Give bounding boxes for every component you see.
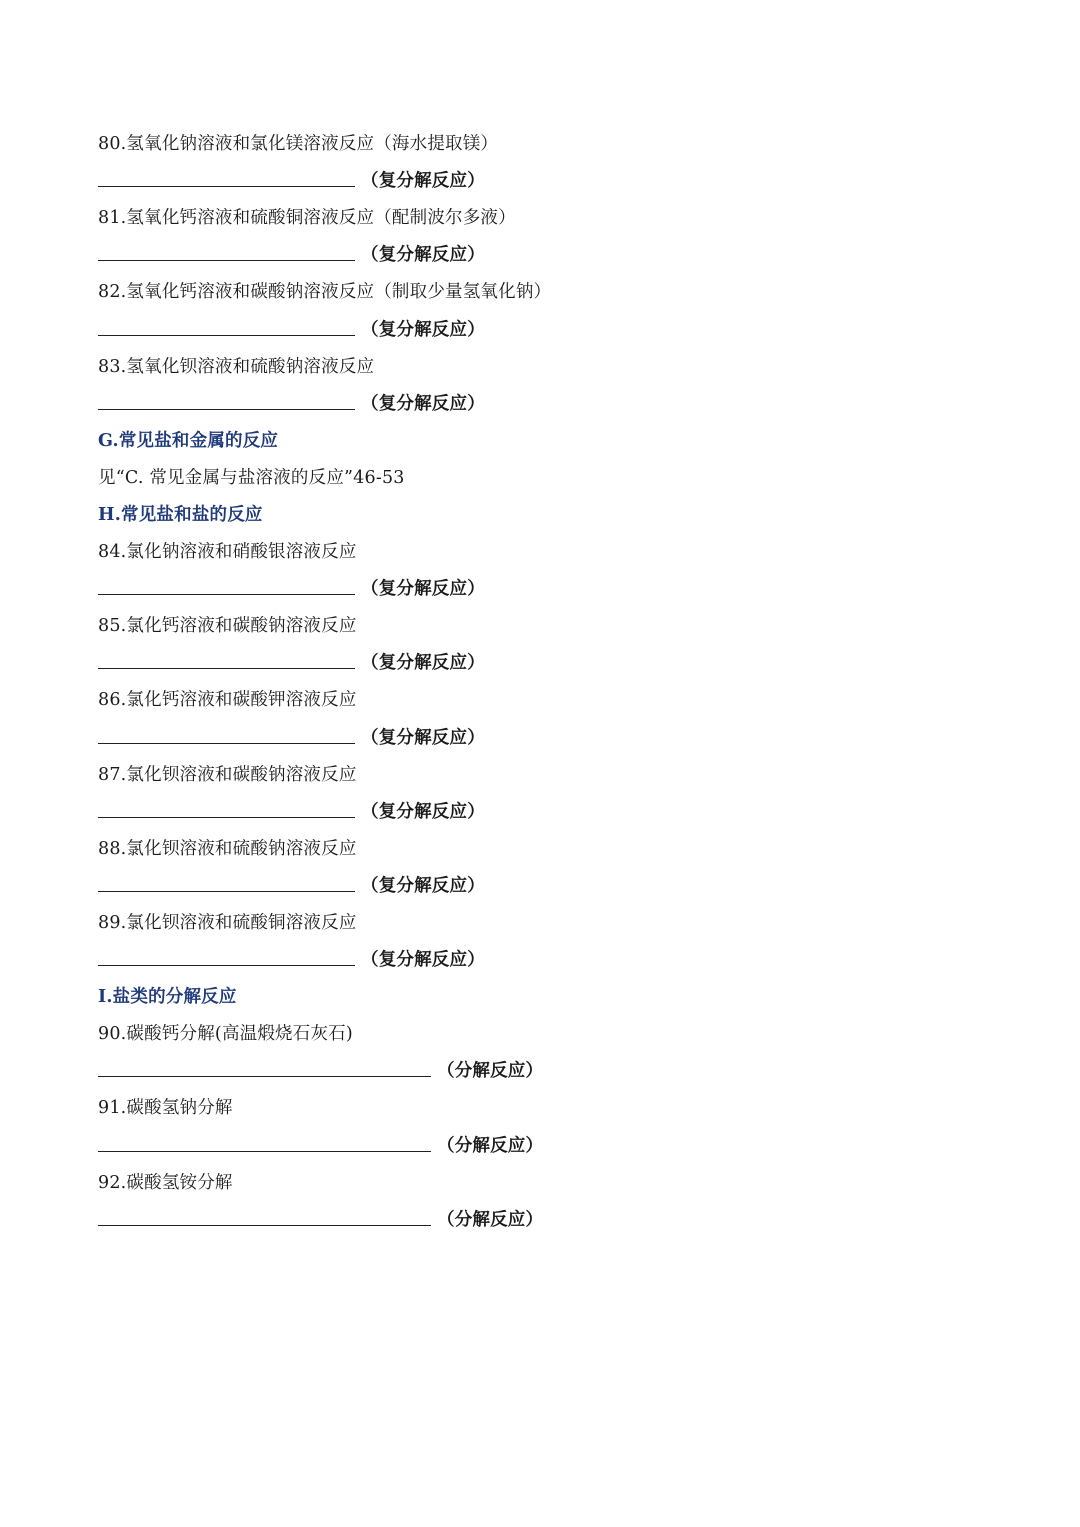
question-89: [98, 903, 998, 940]
reaction-type: （复分解反应）: [361, 319, 485, 340]
reaction-type: （复分解反应）: [361, 393, 485, 414]
answer-80: [98, 161, 998, 198]
answer-blank[interactable]: [98, 1207, 431, 1226]
question-86: [98, 680, 998, 717]
question-80: [98, 124, 998, 161]
answer-blank[interactable]: [98, 725, 355, 744]
reaction-type: （复分解反应）: [361, 579, 485, 600]
reaction-type: （复分解反应）: [361, 245, 485, 266]
question-91: [98, 1088, 998, 1125]
answer-blank[interactable]: [98, 242, 355, 261]
question-text: 85.氯化钙溶液和碳酸钠溶液反应: [98, 616, 357, 637]
section-heading-h: H.常见盐和盐的反应: [98, 504, 263, 525]
answer-87: [98, 792, 998, 829]
reaction-type: （分解反应）: [437, 1061, 544, 1082]
question-92: [98, 1163, 998, 1200]
question-text: 88.氯化钡溶液和硫酸钠溶液反应: [98, 838, 357, 859]
question-text: 80.氢氧化钠溶液和氯化镁溶液反应（海水提取镁）: [98, 134, 499, 155]
reaction-type: （分解反应）: [437, 1135, 544, 1156]
answer-88: [98, 866, 998, 903]
answer-blank[interactable]: [98, 168, 355, 187]
reaction-type: （分解反应）: [437, 1209, 544, 1230]
question-88: [98, 829, 998, 866]
section-heading-g: G.常见盐和金属的反应: [98, 430, 279, 451]
question-text: 90.碳酸钙分解(高温煅烧石灰石): [98, 1024, 353, 1045]
answer-blank[interactable]: [98, 576, 355, 595]
answer-83: [98, 384, 998, 421]
answer-blank[interactable]: [98, 947, 355, 966]
question-text: 84.氯化钠溶液和硝酸银溶液反应: [98, 542, 357, 563]
question-text: 89.氯化钡溶液和硫酸铜溶液反应: [98, 913, 357, 934]
question-81: [98, 198, 998, 235]
answer-91: [98, 1126, 998, 1163]
question-87: [98, 755, 998, 792]
question-text: 86.氯化钙溶液和碳酸钾溶液反应: [98, 690, 357, 711]
reaction-type: （复分解反应）: [361, 801, 485, 822]
question-text: 82.氢氧化钙溶液和碳酸钠溶液反应（制取少量氢氧化钠）: [98, 282, 552, 303]
answer-blank[interactable]: [98, 799, 355, 818]
answer-90: [98, 1051, 998, 1088]
reaction-type: （复分解反应）: [361, 171, 485, 192]
section-heading-i: I.盐类的分解反应: [98, 987, 237, 1008]
question-text: 87.氯化钡溶液和碳酸钠溶液反应: [98, 764, 357, 785]
question-85: [98, 606, 998, 643]
answer-blank[interactable]: [98, 873, 355, 892]
answer-blank[interactable]: [98, 1133, 431, 1152]
answer-blank[interactable]: [98, 650, 355, 669]
answer-86: [98, 718, 998, 755]
question-text: 91.碳酸氢钠分解: [98, 1098, 233, 1119]
question-83: [98, 347, 998, 384]
answer-81: [98, 235, 998, 272]
question-90: [98, 1014, 998, 1051]
answer-82: [98, 309, 998, 346]
reaction-type: （复分解反应）: [361, 875, 485, 896]
answer-blank[interactable]: [98, 1058, 431, 1077]
question-82: [98, 272, 998, 309]
answer-85: [98, 643, 998, 680]
page-content: [98, 124, 998, 1237]
answer-blank[interactable]: [98, 391, 355, 410]
reaction-type: （复分解反应）: [361, 727, 485, 748]
section-g-note: 见“C. 常见金属与盐溶液的反应”46-53: [98, 467, 405, 488]
question-84: [98, 532, 998, 569]
answer-92: [98, 1200, 998, 1237]
answer-84: [98, 569, 998, 606]
answer-89: [98, 940, 998, 977]
question-text: 92.碳酸氢铵分解: [98, 1172, 233, 1193]
question-text: 83.氢氧化钡溶液和硫酸钠溶液反应: [98, 356, 375, 377]
answer-blank[interactable]: [98, 317, 355, 336]
reaction-type: （复分解反应）: [361, 653, 485, 674]
question-text: 81.氢氧化钙溶液和硫酸铜溶液反应（配制波尔多液）: [98, 208, 516, 229]
reaction-type: （复分解反应）: [361, 950, 485, 971]
